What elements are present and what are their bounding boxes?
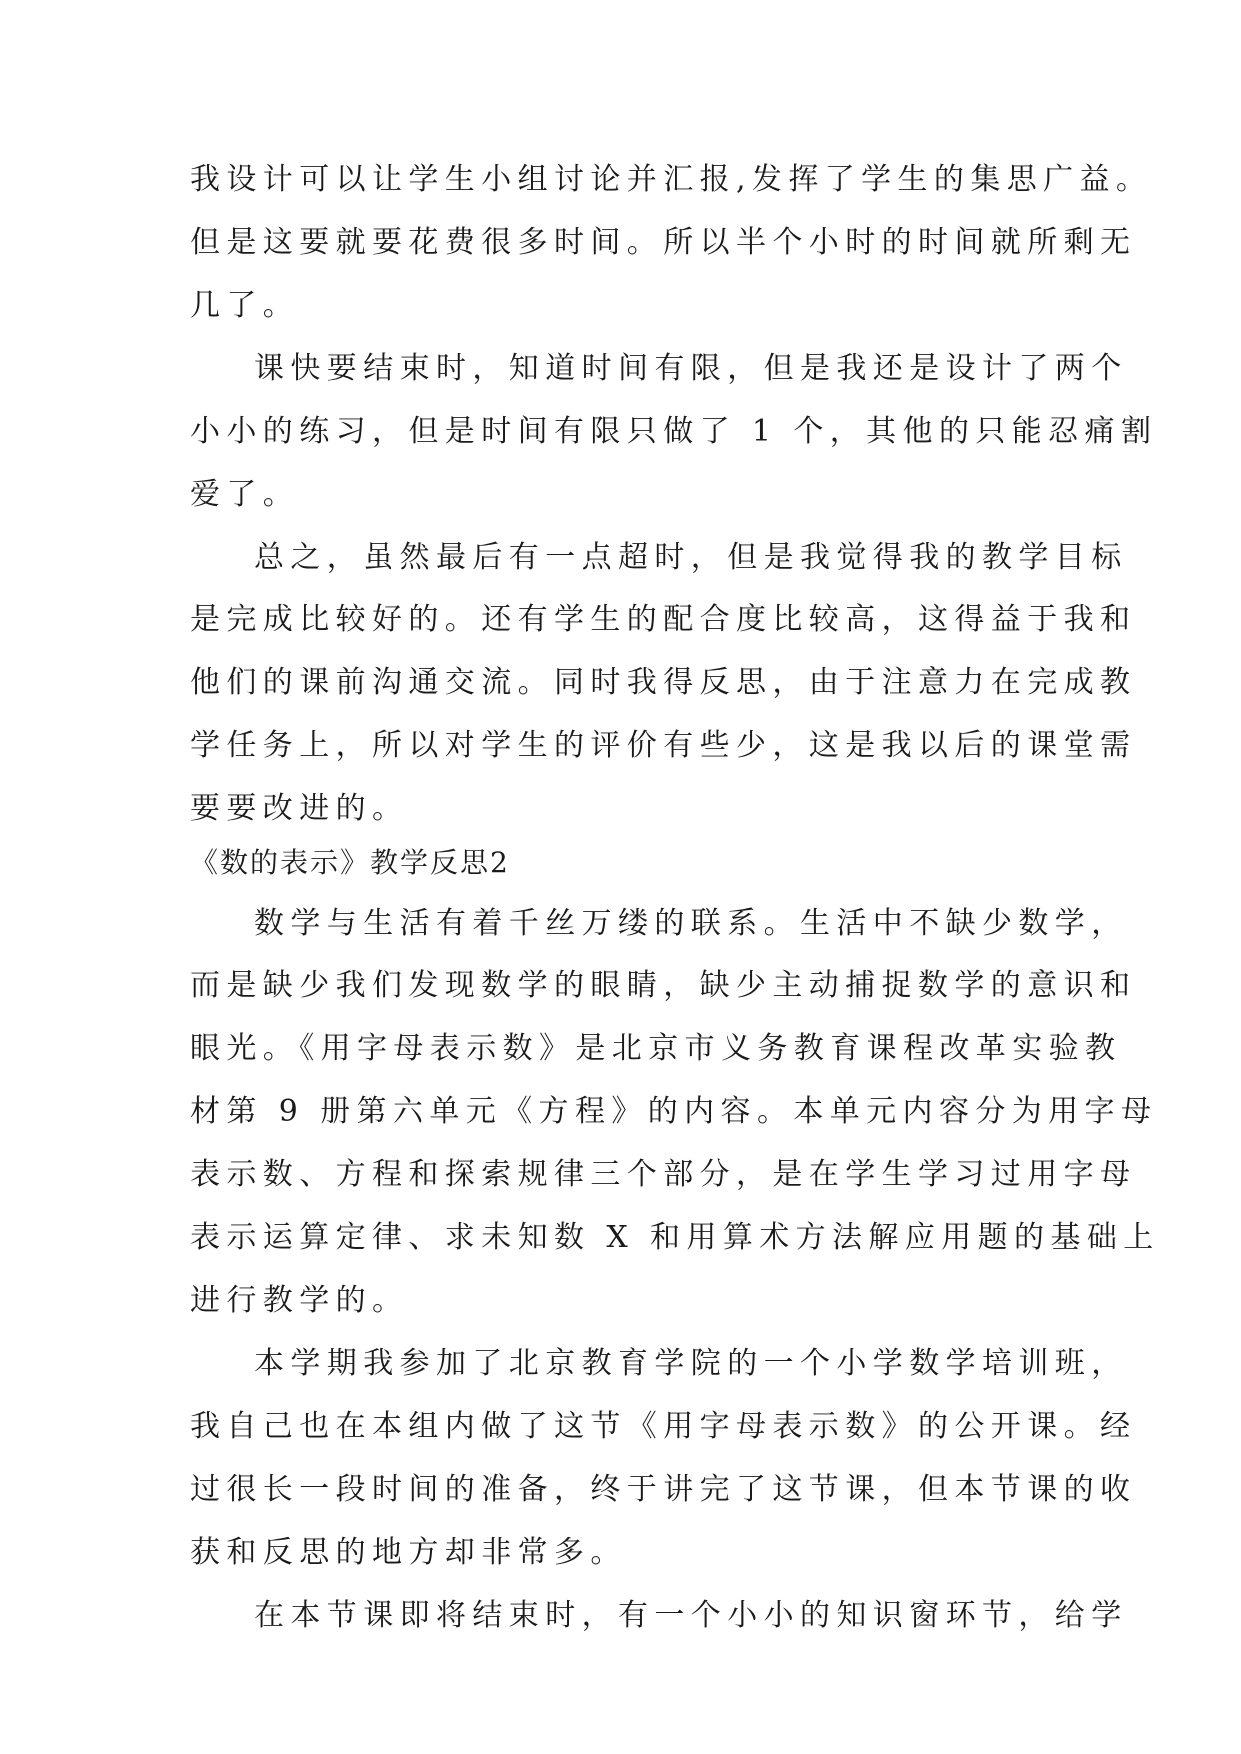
- paragraph-line: 学任务上，所以对学生的评价有些少，这是我以后的课堂需: [190, 728, 1137, 763]
- paragraph-line: 本学期我参加了北京教育学院的一个小学数学培训班，: [254, 1346, 1128, 1381]
- paragraph-line: 小小的练习，但是时间有限只做了 1 个，其他的只能忍痛割: [190, 414, 1158, 449]
- paragraph-line: 在本节课即将结束时，有一个小小的知识窗环节，给学: [254, 1598, 1128, 1633]
- paragraph-line: 爱了。: [190, 477, 300, 512]
- paragraph-line: 但是这要就要花费很多时间。所以半个小时的时间就所剩无: [190, 225, 1137, 260]
- paragraph-line: 表示数、方程和探索规律三个部分，是在学生学习过用字母: [190, 1157, 1137, 1192]
- section-heading: 《数的表示》教学反思2: [190, 846, 510, 879]
- paragraph-line: 获和反思的地方却非常多。: [190, 1535, 627, 1570]
- paragraph-line: 眼光。《用字母表示数》是北京市义务教育课程改革实验教: [190, 1031, 1122, 1066]
- paragraph-line: 是完成比较好的。还有学生的配合度比较高，这得益于我和: [190, 602, 1137, 637]
- paragraph-line: 进行教学的。: [190, 1283, 409, 1318]
- paragraph-line: 我自己也在本组内做了这节《用字母表示数》的公开课。经: [190, 1409, 1137, 1444]
- paragraph-line: 材第 9 册第六单元《方程》的内容。本单元内容分为用字母: [190, 1094, 1158, 1129]
- paragraph-line: 我设计可以让学生小组讨论并汇报,发挥了学生的集思广益。: [190, 162, 1153, 197]
- paragraph-line: 总之，虽然最后有一点超时，但是我觉得我的教学目标: [254, 540, 1128, 575]
- paragraph-line: 要要改进的。: [190, 791, 409, 826]
- paragraph-line: 课快要结束时，知道时间有限，但是我还是设计了两个: [254, 351, 1128, 386]
- paragraph-line: 他们的课前沟通交流。同时我得反思，由于注意力在完成教: [190, 665, 1137, 700]
- paragraph-line: 几了。: [190, 288, 300, 323]
- paragraph-line: 表示运算定律、求未知数 X 和用算术方法解应用题的基础上: [190, 1220, 1160, 1255]
- paragraph-line: 过很长一段时间的准备，终于讲完了这节课，但本节课的收: [190, 1472, 1137, 1507]
- paragraph-line: 而是缺少我们发现数学的眼睛，缺少主动捕捉数学的意识和: [190, 968, 1137, 1003]
- paragraph-line: 数学与生活有着千丝万缕的联系。生活中不缺少数学，: [254, 906, 1128, 941]
